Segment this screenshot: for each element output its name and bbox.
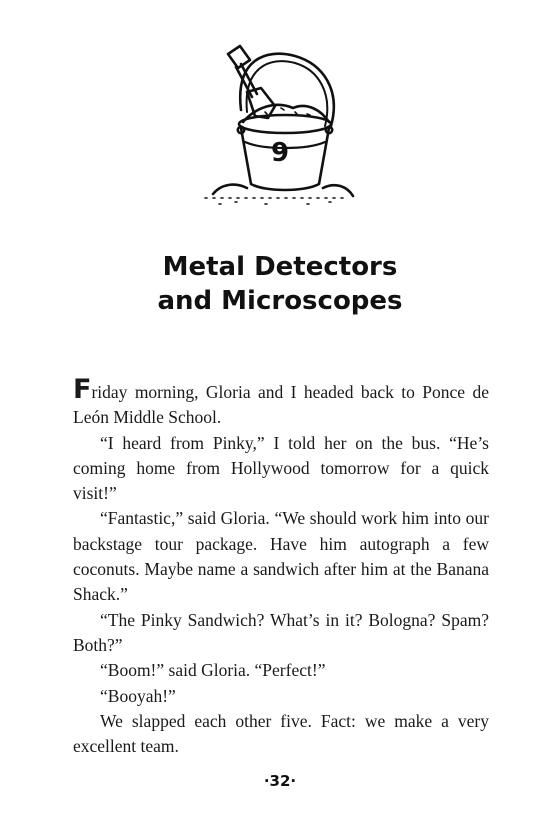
paragraph-4: “The Pinky Sandwich? What’s in it? Bologna? Spam? Both?” — [73, 609, 489, 655]
chapter-title-line-2: and Microscopes — [157, 286, 403, 316]
drop-cap: F — [73, 374, 92, 405]
paragraph-1-text: riday morning, Gloria and I headed back to Ponce de León Middle School. — [73, 382, 489, 428]
chapter-title-line-1: Metal Detectors — [162, 252, 398, 282]
chapter-title — [0, 250, 560, 318]
paragraph-7: We slapped each other five. Fact: we make a very excellent team. — [73, 710, 489, 757]
paragraph-3: “Fantastic,” said Gloria. “We should work him into our backstage tour package. Have him autograph a few coconuts. Maybe name a sandwich after him at the Banana Shack.” — [73, 508, 489, 605]
page-number: ·32· — [263, 772, 297, 790]
paragraph-5: “Boom!” said Gloria. “Perfect!” — [100, 660, 326, 681]
paragraph-6: “Booyah!” — [100, 685, 176, 706]
paragraph-1 — [73, 374, 489, 431]
paragraph-2: “I heard from Pinky,” I told her on the bus. “He’s coming home from Hollywood tomorrow for a quick visit!” — [73, 432, 489, 504]
chapter-body — [73, 374, 489, 759]
sand-bucket-shovel-icon — [195, 38, 355, 208]
chapter-number: 9 — [270, 138, 290, 168]
